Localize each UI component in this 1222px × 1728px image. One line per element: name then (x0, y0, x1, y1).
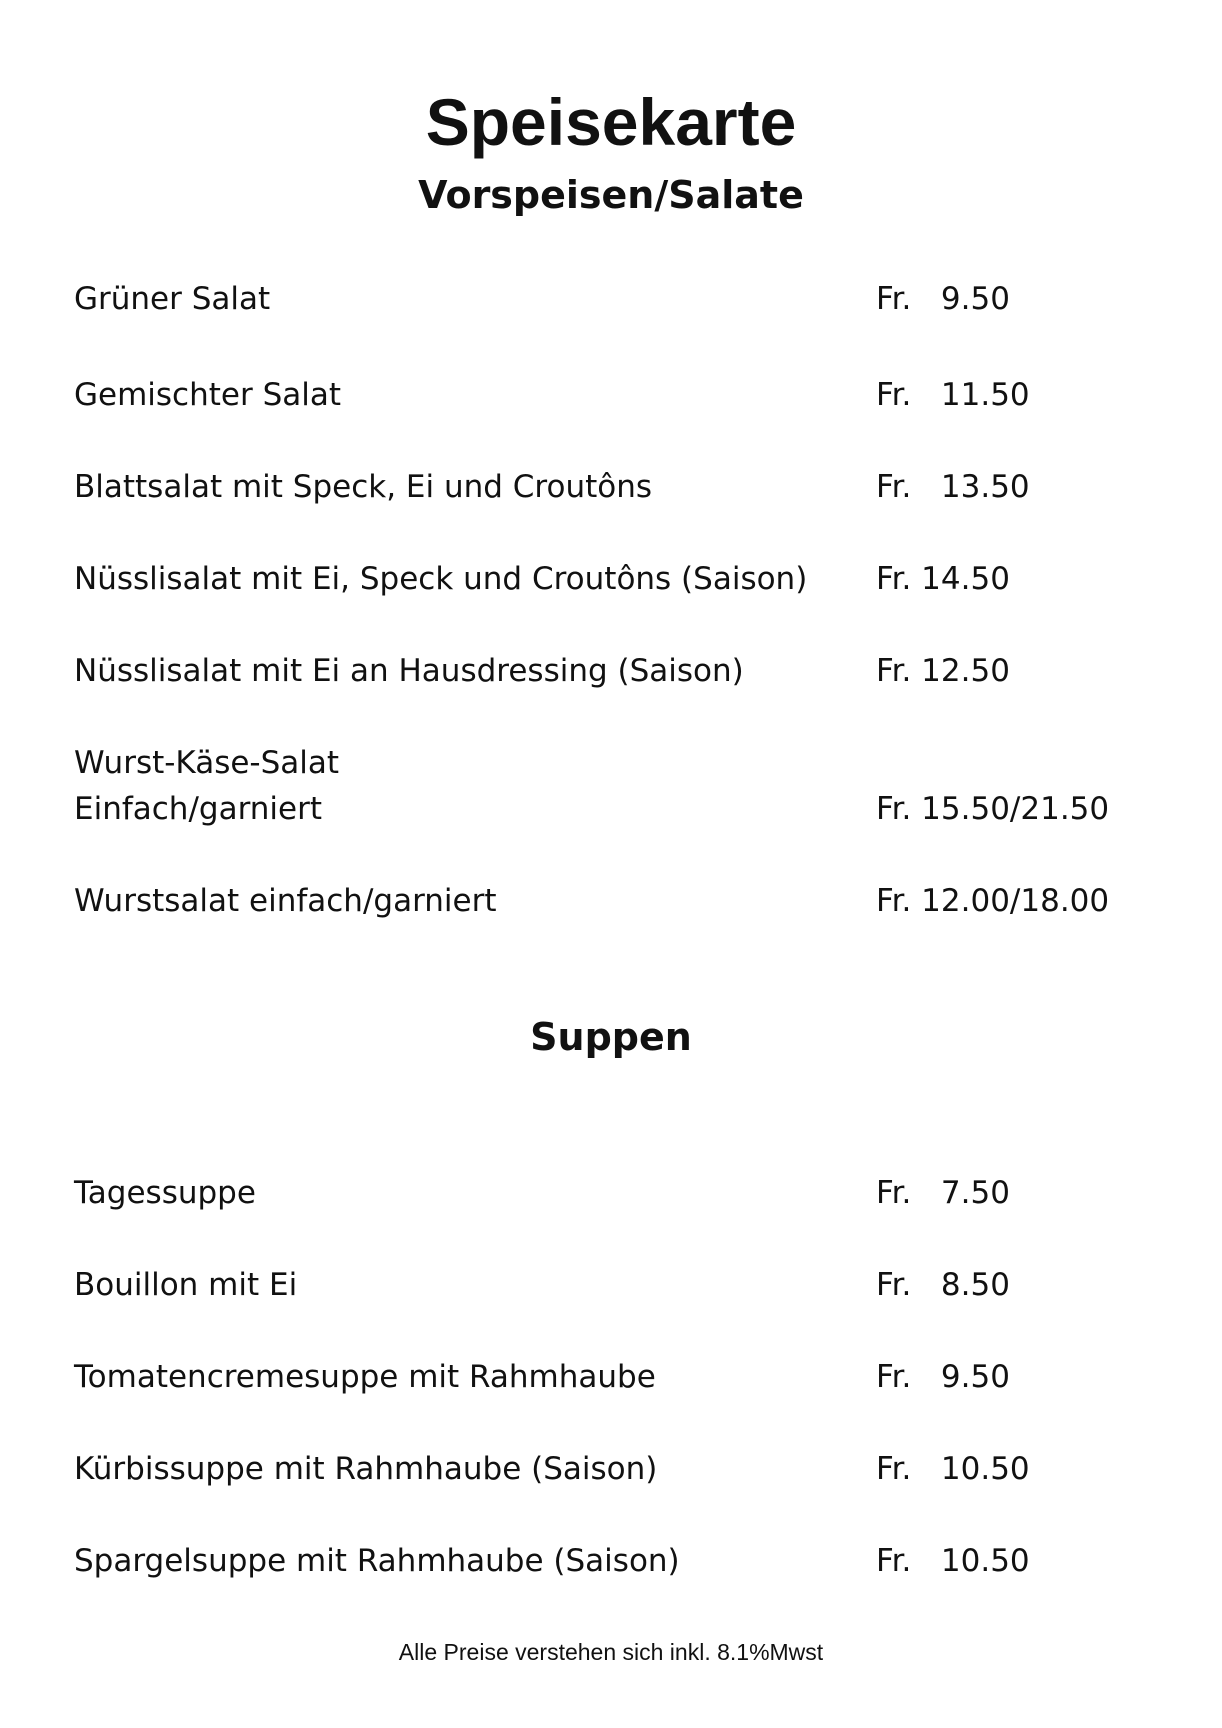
section-heading-vorspeisen: Vorspeisen/Salate (418, 173, 804, 217)
item-name: Spargelsuppe mit Rahmhaube (Saison) (74, 1543, 680, 1579)
item-name: Tomatencremesuppe mit Rahmhaube (74, 1359, 656, 1395)
item-name: Nüsslisalat mit Ei an Hausdressing (Saison) (74, 653, 744, 689)
item-price: Fr. 11.50 (876, 377, 1030, 413)
vat-footnote: Alle Preise verstehen sich inkl. 8.1%Mwst (398, 1639, 824, 1665)
section-heading-suppen: Suppen (530, 1015, 692, 1059)
item-name: Kürbissuppe mit Rahmhaube (Saison) (74, 1451, 658, 1487)
item-price: Fr. 14.50 (876, 561, 1010, 597)
item-name: Tagessuppe (74, 1175, 256, 1211)
menu-title: Speisekarte (425, 85, 797, 159)
item-price: Fr. 12.50 (876, 653, 1010, 689)
item-price: Fr. 13.50 (876, 469, 1030, 505)
item-name: Grüner Salat (74, 281, 271, 317)
item-price: Fr. 8.50 (876, 1267, 1010, 1303)
item-price: Fr. 9.50 (876, 1359, 1010, 1395)
item-price: Fr. 10.50 (876, 1451, 1030, 1487)
item-name: Blattsalat mit Speck, Ei und Croutôns (74, 469, 653, 505)
item-price: Fr. 15.50/21.50 (876, 791, 1110, 827)
item-name: Nüsslisalat mit Ei, Speck und Croutôns (Saison) (74, 561, 808, 597)
item-price: Fr. 7.50 (876, 1175, 1010, 1211)
item-price: Fr. 9.50 (876, 281, 1010, 317)
item-name: Gemischter Salat (74, 377, 342, 413)
item-name: Wurstsalat einfach/garniert (74, 883, 497, 919)
item-price: Fr. 10.50 (876, 1543, 1030, 1579)
item-name: Wurst-Käse-Salat (74, 745, 340, 781)
item-price: Fr. 12.00/18.00 (876, 883, 1110, 919)
item-name-variant: Einfach/garniert (74, 791, 322, 827)
item-name: Bouillon mit Ei (74, 1267, 298, 1303)
